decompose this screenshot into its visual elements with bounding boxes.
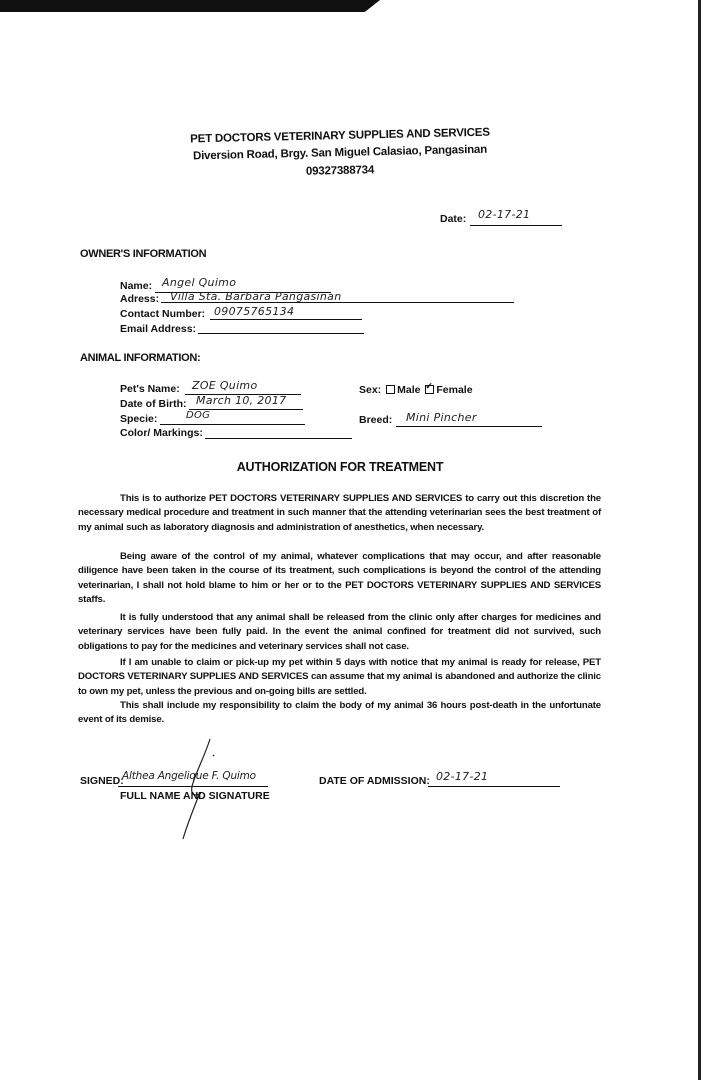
authorization-paragraph-3: It is fully understood that any animal shall be released from the clinic only after charges for medicines and veterinary services have been fully paid. In the event the animal confined for treatment did not survived, such obligations to pay for the medicines and veterinary services shall not case. <box>78 612 601 652</box>
pet-name-label: Pet's Name: <box>120 383 180 395</box>
color-markings-label: Color/ Markings: <box>120 427 203 439</box>
business-name: PET DOCTORS VETERINARY SUPPLIES AND SERVICES <box>190 126 490 146</box>
admission-date-label: DATE OF ADMISSION: <box>319 775 430 787</box>
date-label: Date: <box>440 213 467 225</box>
admission-date-line <box>428 786 560 787</box>
business-phone: 09327388734 <box>305 164 375 178</box>
signed-label: SIGNED: <box>80 775 124 787</box>
dob-label: Date of Birth: <box>120 398 187 410</box>
specie-value[interactable]: DOG <box>186 410 211 421</box>
authorization-paragraph-5: This shall include my responsibility to claim the body of my animal 36 hours post-death in the unfortunate event of its demise. <box>78 700 601 726</box>
owner-name-value[interactable]: Angel Quimo <box>162 276 237 289</box>
owner-name-label: Name: <box>120 280 153 292</box>
male-checkbox[interactable] <box>386 385 395 394</box>
female-checkbox-checked[interactable] <box>425 385 434 394</box>
breed-value[interactable]: Mini Pincher <box>406 411 477 424</box>
sex-label: Sex: <box>359 384 382 396</box>
color-markings-line <box>205 438 352 439</box>
animal-info-heading: ANIMAL INFORMATION: <box>80 352 201 364</box>
owner-address-label: Adress: <box>120 293 160 305</box>
admission-date-value[interactable]: 02-17-21 <box>436 770 489 783</box>
email-address-label: Email Address: <box>120 323 197 335</box>
specie-line <box>160 424 305 425</box>
contact-number-label: Contact Number: <box>120 308 206 320</box>
breed-label: Breed: <box>359 414 393 426</box>
signature-caption: FULL NAME AND SIGNATURE <box>120 790 270 802</box>
contact-number-line <box>210 319 362 320</box>
business-address: Diversion Road, Brgy. San Miguel Calasiao, Pangasinan <box>192 143 488 163</box>
authorization-paragraph-1: This is to authorize PET DOCTORS VETERINARY SUPPLIES AND SERVICES to carry out this discretion the necessary medical procedure and treatment in such manner that the attending veterinarian sees the best treatment of my animal such as laboratory diagnosis and administration of anesthetics, when necessary. <box>78 493 601 533</box>
pet-name-value[interactable]: ZOE Quimo <box>192 379 258 392</box>
date-value[interactable]: 02-17-21 <box>478 208 531 221</box>
dob-value[interactable]: March 10, 2017 <box>196 394 287 407</box>
female-label: Female <box>436 384 473 396</box>
specie-label: Specie: <box>120 413 158 425</box>
male-label: Male <box>397 384 421 396</box>
scan-artifact-bar <box>0 0 380 12</box>
date-line <box>470 225 562 226</box>
sex-field <box>359 384 473 396</box>
contact-number-value[interactable]: 09075765134 <box>214 305 295 318</box>
owner-address-value[interactable]: Villa Sta. Barbara Pangasinan <box>170 290 342 303</box>
owners-info-heading: OWNER'S INFORMATION <box>80 248 207 260</box>
authorization-paragraph-4: If I am unable to claim or pick-up my pet within 5 days with notice that my animal is ready for release, PET DOCTORS VETERINARY SUPPLIES AND SERVICES can assume that my animal is abandoned and authorize the clinic to own my pet, unless the previous and on-going bills are settled. <box>78 657 601 697</box>
authorization-title: AUTHORIZATION FOR TREATMENT <box>236 460 444 474</box>
breed-line <box>396 426 542 427</box>
email-address-line <box>198 333 364 334</box>
authorization-paragraph-2: Being aware of the control of my animal, whatever complications that may occur, and after reasonable diligence have been taken in the course of its treatment, such complications is beyond the control of the attending veterinarian, I shall not hold blame to him or her or to the PET DOCTORS VETERINARY SUPPLIES AND SERVICES staffs. <box>78 551 601 606</box>
signature-name-value[interactable]: Althea Angelique F. Quimo <box>122 770 256 782</box>
